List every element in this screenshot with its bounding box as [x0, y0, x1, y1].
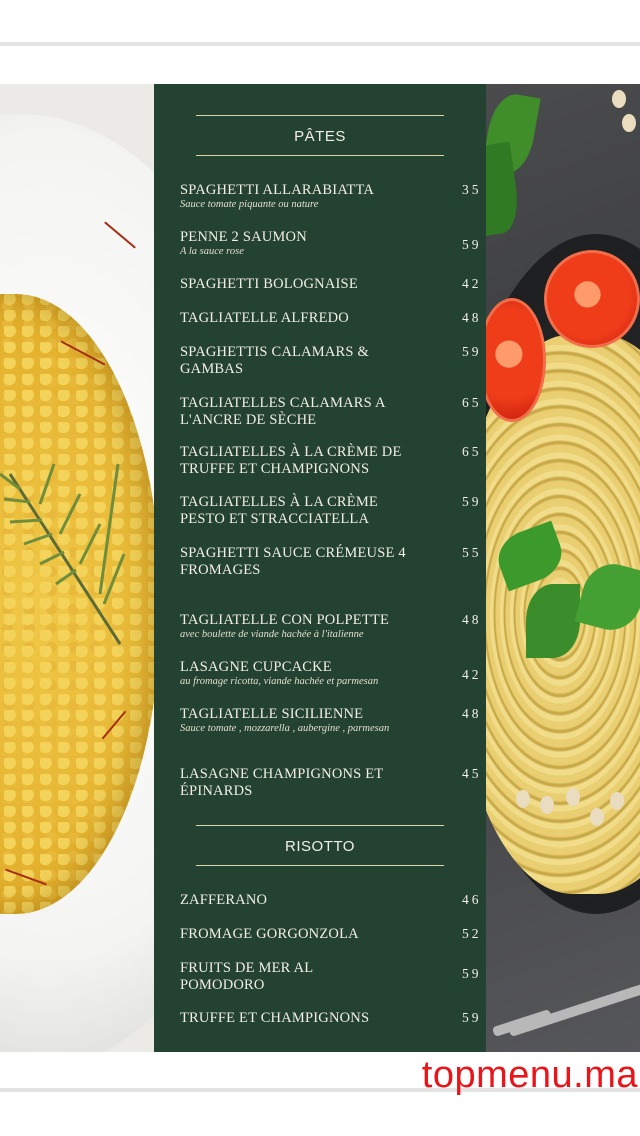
item-price: 42	[462, 276, 482, 291]
menu-item	[180, 395, 482, 429]
basil-leaf	[526, 584, 580, 658]
menu-item	[180, 960, 482, 994]
menu-item	[180, 659, 482, 688]
item-name: TAGLIATELLES À LA CRÈME PESTO ET STRACCIATELLA	[180, 494, 378, 527]
pine-nut	[516, 790, 530, 808]
pine-nut	[622, 114, 636, 132]
item-description: avec boulette de viande hachée à l'italienne	[180, 629, 364, 640]
item-description: A la sauce rose	[180, 246, 244, 257]
pine-nut	[540, 796, 554, 814]
menu-item	[180, 310, 482, 327]
item-name: FROMAGE GORGONZOLA	[180, 926, 359, 942]
item-name: SPAGHETTIS CALAMARS & GAMBAS	[180, 344, 369, 377]
rosemary-sprig	[0, 444, 156, 664]
item-price: 59	[462, 1010, 482, 1025]
menu-item	[180, 229, 482, 258]
brand-watermark: topmenu.ma	[421, 1054, 638, 1096]
divider	[196, 865, 444, 866]
menu-item	[180, 766, 482, 800]
item-price: 65	[462, 444, 482, 459]
menu-item	[180, 706, 482, 735]
item-description: au fromage ricotta, viande hachée et parmesan	[180, 676, 379, 687]
menu-item	[180, 926, 482, 943]
pine-nut	[612, 90, 626, 108]
menu-item	[180, 892, 482, 909]
item-name: SPAGHETTI ALLARABIATTA	[180, 182, 375, 198]
item-name: LASAGNE CUPCACKE	[180, 659, 332, 675]
item-price: 55	[462, 545, 482, 560]
item-price: 59	[462, 344, 482, 359]
item-price: 48	[462, 310, 482, 325]
item-price: 35	[462, 182, 482, 197]
item-description: Sauce tomate piquante ou nature	[180, 199, 319, 210]
fork	[508, 981, 640, 1037]
item-name: TAGLIATELLES CALAMARS A L'ANCRE DE SÈCHE	[180, 395, 385, 428]
menu-item	[180, 545, 482, 579]
item-price: 42	[462, 667, 482, 682]
pine-nut	[610, 792, 624, 810]
divider	[196, 115, 444, 116]
pine-nut	[590, 808, 604, 826]
divider	[196, 155, 444, 156]
menu-item	[180, 1010, 482, 1027]
item-price: 59	[462, 237, 482, 252]
item-name: TRUFFE ET CHAMPIGNONS	[180, 1010, 370, 1026]
item-name: FRUITS DE MER AL POMODORO	[180, 960, 313, 993]
item-name: LASAGNE CHAMPIGNONS ET ÉPINARDS	[180, 766, 384, 799]
section-title-risotto: RISOTTO	[285, 838, 355, 855]
menu-item	[180, 344, 482, 378]
menu-item	[180, 182, 482, 211]
top-divider	[0, 42, 640, 46]
item-price: 59	[462, 494, 482, 509]
item-name: ZAFFERANO	[180, 892, 268, 908]
item-price: 48	[462, 706, 482, 721]
menu-item	[180, 276, 482, 293]
item-name: TAGLIATELLE CON POLPETTE	[180, 612, 390, 628]
risotto-photo	[0, 84, 156, 1052]
pasta-photo	[486, 84, 640, 1052]
menu-item	[180, 444, 482, 478]
item-price: 45	[462, 766, 482, 781]
item-name: TAGLIATELLE ALFREDO	[180, 310, 349, 326]
item-price: 59	[462, 966, 482, 981]
item-name: SPAGHETTI BOLOGNAISE	[180, 276, 358, 292]
item-name: PENNE 2 SAUMON	[180, 229, 307, 245]
tomato-half	[544, 250, 640, 348]
pine-nut	[566, 788, 580, 806]
item-price: 65	[462, 395, 482, 410]
menu-item	[180, 612, 482, 641]
item-price: 52	[462, 926, 482, 941]
item-description: Sauce tomate , mozzarella , aubergine , parmesan	[180, 723, 390, 734]
section-title-pates: PÂTES	[294, 128, 346, 145]
item-name: TAGLIATELLE SICILIENNE	[180, 706, 364, 722]
item-name: SPAGHETTI SAUCE CRÉMEUSE 4 FROMAGES	[180, 545, 406, 578]
menu-panel	[154, 84, 486, 1052]
item-price: 48	[462, 612, 482, 627]
item-name: TAGLIATELLES À LA CRÈME DE TRUFFE ET CHAMPIGNONS	[180, 444, 402, 477]
menu-item	[180, 494, 482, 528]
divider	[196, 825, 444, 826]
item-price: 46	[462, 892, 482, 907]
